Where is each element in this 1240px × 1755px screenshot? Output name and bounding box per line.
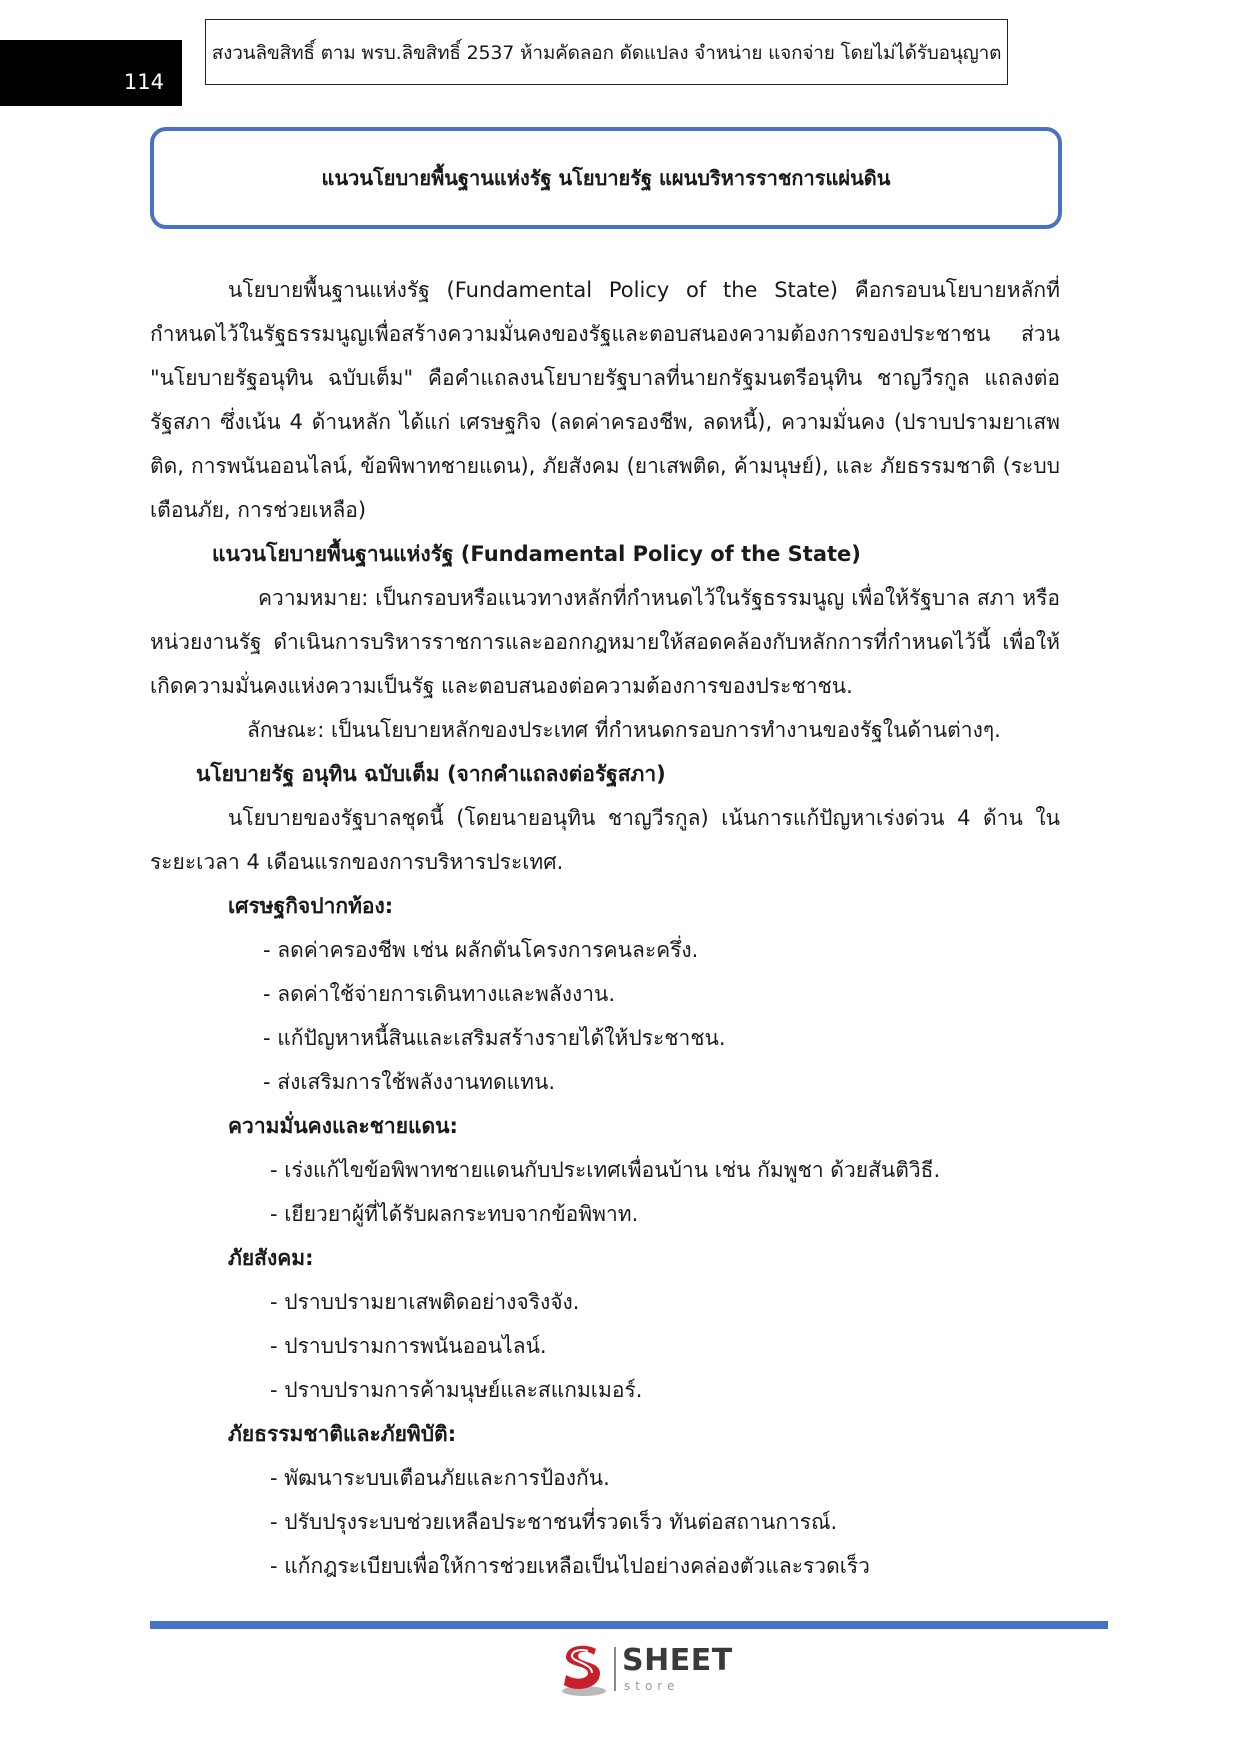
- category-heading-social-threats: ภัยสังคม:: [228, 1246, 314, 1270]
- page-title: แนวนโยบายพื้นฐานแห่งรัฐ นโยบายรัฐ แผนบริหารราชการแผ่นดิน: [321, 166, 891, 190]
- logo-subtext: store: [624, 1679, 680, 1693]
- list-item: - ปราบปรามการพนันออนไลน์.: [270, 1334, 547, 1358]
- page-number-box: [0, 40, 182, 106]
- category-heading-economy: เศรษฐกิจปากท้อง:: [228, 894, 394, 918]
- list-item: - ลดค่าครองชีพ เช่น ผลักดันโครงการคนละครึ่ง.: [263, 938, 699, 962]
- nature-paragraph: ลักษณะ: เป็นนโยบายหลักของประเทศ ที่กำหนดกรอบการทำงานของรัฐในด้านต่างๆ.: [247, 718, 1001, 742]
- list-item: - ปราบปรามการค้ามนุษย์และสแกมเมอร์.: [270, 1378, 643, 1402]
- footer-divider-bar: [150, 1621, 1108, 1629]
- list-item: - ปรับปรุงระบบช่วยเหลือประชาชนที่รวดเร็ว ทันต่อสถานการณ์.: [270, 1510, 838, 1534]
- intro-paragraph: นโยบายพื้นฐานแห่งรัฐ (Fundamental Policy of the State) คือกรอบนโยบายหลักที่กำหนดไว้ในรัฐธรรมนูญเพื่อสร้างความมั่นคงของรัฐและตอบสนองความต้องการของประชาชน ส่วน "นโยบายรัฐอนุทิน ฉบับเต็ม" คือคำแถลงนโยบายรัฐบาลที่นายกรัฐมนตรีอนุทิน ชาญวีรกูล แถลงต่อรัฐสภา ซึ่งเน้น 4 ด้านหลัก ได้แก่ เศรษฐกิจ (ลดค่าครองชีพ, ลดหนี้), ความมั่นคง (ปราบปรามยาเสพติด, การพนันออนไลน์, ข้อพิพาทชายแดน), ภัยสังคม (ยาเสพติด, ค้ามนุษย์), และ ภัยธรรมชาติ (ระบบเตือนภัย, การช่วยเหลือ): [150, 278, 1060, 522]
- page-number: 114: [123, 70, 164, 94]
- logo-text: SHEET: [622, 1643, 733, 1678]
- copyright-notice: สงวนลิขสิทธิ์ ตาม พรบ.ลิขสิทธิ์ 2537 ห้ามคัดลอก ดัดแปลง จำหน่าย แจกจ่าย โดยไม่ได้รับอนุญาต: [205, 19, 1008, 85]
- list-item: - พัฒนาระบบเตือนภัยและการป้องกัน.: [270, 1466, 610, 1490]
- section-heading-fundamental-policy: แนวนโยบายพื้นฐานแห่งรัฐ (Fundamental Policy of the State): [212, 542, 861, 566]
- list-item: - แก้กฎระเบียบเพื่อให้การช่วยเหลือเป็นไปอย่างคล่องตัวและรวดเร็ว: [270, 1554, 870, 1578]
- sheet-store-logo: [556, 1641, 733, 1699]
- list-item: - ส่งเสริมการใช้พลังงานทดแทน.: [263, 1070, 555, 1094]
- section-heading-government-policy: นโยบายรัฐ อนุทิน ฉบับเต็ม (จากคำแถลงต่อรัฐสภา): [196, 762, 666, 786]
- category-heading-security: ความมั่นคงและชายแดน:: [228, 1114, 458, 1138]
- page-title-box: [150, 127, 1062, 229]
- category-heading-natural-disasters: ภัยธรรมชาติและภัยพิบัติ:: [228, 1422, 457, 1446]
- logo-divider: [614, 1647, 616, 1691]
- sheet-s-logo-icon: [556, 1641, 608, 1697]
- meaning-paragraph: ความหมาย: เป็นกรอบหรือแนวทางหลักที่กำหนดไว้ในรัฐธรรมนูญ เพื่อให้รัฐบาล สภา หรือหน่วยงานรัฐ ดำเนินการบริหารราชการและออกกฎหมายให้สอดคล้องกับหลักการที่กำหนดไว้นี้ เพื่อให้เกิดความมั่นคงแห่งความเป็นรัฐ และตอบสนองต่อความต้องการของประชาชน.: [150, 586, 1060, 698]
- list-item: - แก้ปัญหาหนี้สินและเสริมสร้างรายได้ให้ประชาชน.: [263, 1026, 726, 1050]
- government-policy-intro: นโยบายของรัฐบาลชุดนี้ (โดยนายอนุทิน ชาญวีรกูล) เน้นการแก้ปัญหาเร่งด่วน 4 ด้าน ในระยะเวลา 4 เดือนแรกของการบริหารประเทศ.: [150, 806, 1060, 874]
- list-item: - ลดค่าใช้จ่ายการเดินทางและพลังงาน.: [263, 982, 616, 1006]
- list-item: - เร่งแก้ไขข้อพิพาทชายแดนกับประเทศเพื่อนบ้าน เช่น กัมพูชา ด้วยสันติวิธี.: [270, 1158, 941, 1182]
- list-item: - ปราบปรามยาเสพติดอย่างจริงจัง.: [270, 1290, 580, 1314]
- document-body: [150, 268, 1060, 1588]
- list-item: - เยียวยาผู้ที่ได้รับผลกระทบจากข้อพิพาท.: [270, 1202, 639, 1226]
